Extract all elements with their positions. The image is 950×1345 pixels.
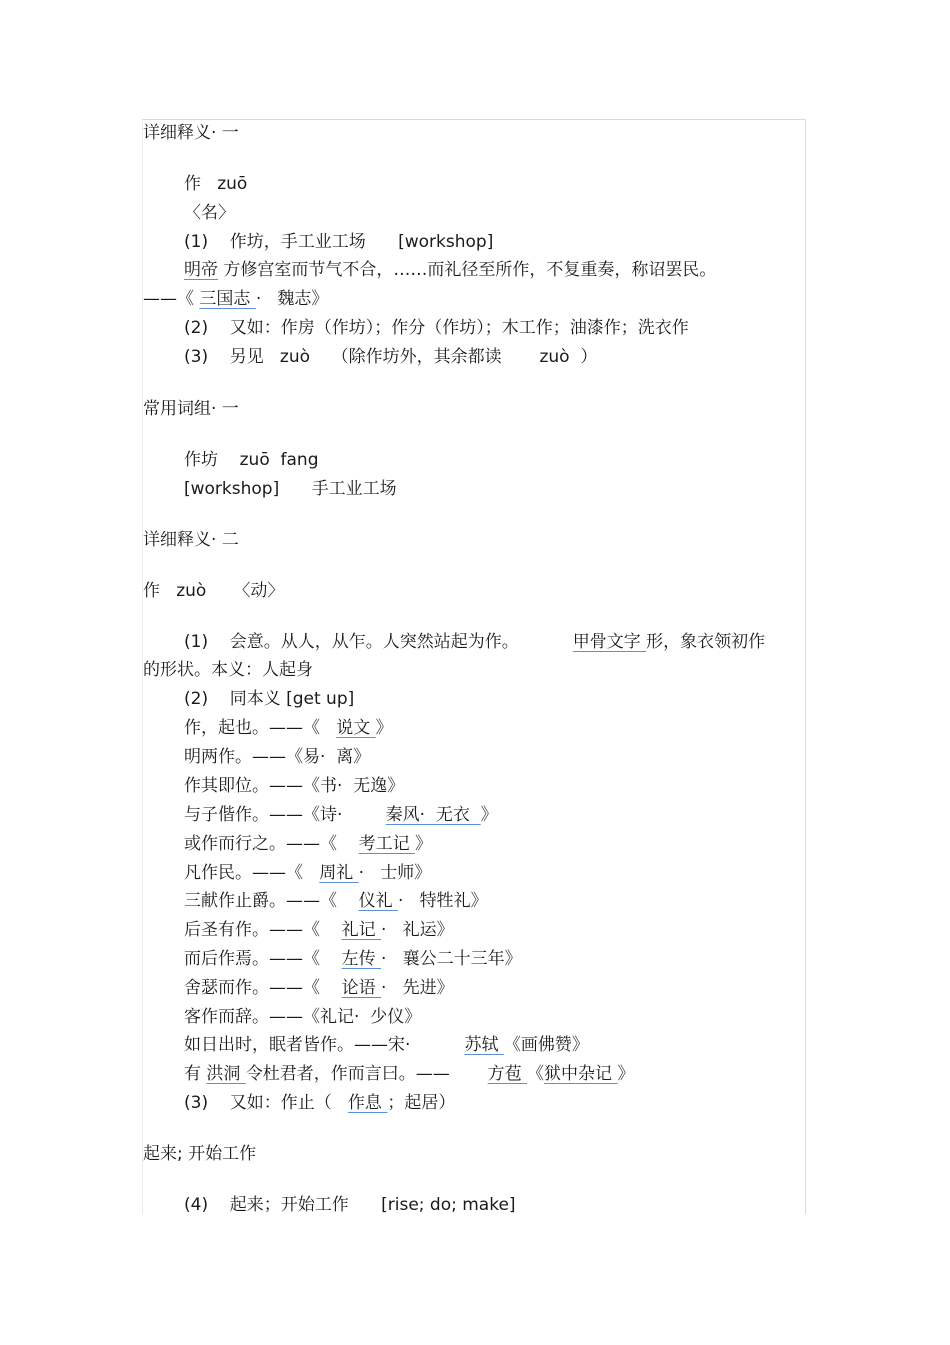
quote-text: · 礼运》 bbox=[381, 920, 454, 940]
entry-headword: 作 zuō bbox=[184, 174, 248, 194]
quote-line bbox=[184, 717, 393, 739]
phrase-definition: [workshop] 手工业工场 bbox=[184, 479, 397, 499]
quote-text: · 士师》 bbox=[358, 863, 432, 883]
link-zuoxi[interactable]: 作息 bbox=[347, 1093, 388, 1113]
link-mingdi[interactable]: 明帝 bbox=[184, 260, 218, 280]
quote-text: 凡作民。——《 bbox=[184, 863, 320, 883]
definition-line: (2) 又如：作房（作坊）；作分（作坊）；木工作；油漆作；洗衣作 bbox=[184, 318, 689, 338]
quote-line bbox=[184, 977, 454, 999]
quote-text: · 特牲礼》 bbox=[398, 891, 488, 911]
link-zuozhuan[interactable]: 左传 bbox=[341, 949, 382, 969]
quote-text: 《画佛赞》 bbox=[503, 1035, 589, 1055]
link-zhouli[interactable]: 周礼 bbox=[319, 863, 359, 883]
quote-line bbox=[184, 862, 431, 884]
definition-line: (4) 起来；开始工作 [rise; do; make] bbox=[184, 1195, 516, 1215]
quote-source bbox=[143, 288, 328, 310]
definition-line bbox=[184, 1092, 455, 1114]
quote-text: 后圣有作。——《 bbox=[184, 920, 342, 940]
quote-text: 与子偕作。——《诗· bbox=[184, 805, 386, 825]
quote-line bbox=[184, 1063, 634, 1085]
link-liji[interactable]: 礼记 bbox=[341, 920, 382, 940]
section-heading: 起来; 开始工作 bbox=[143, 1144, 257, 1164]
quote-text: 》 bbox=[480, 805, 498, 825]
link-yili[interactable]: 仪礼 bbox=[358, 891, 399, 911]
quote-text: · 先进》 bbox=[381, 978, 454, 998]
entry-headword: 作 zuò 〈动〉 bbox=[143, 581, 285, 601]
quote-line: 客作而辞。——《礼记· 少仪》 bbox=[184, 1007, 422, 1027]
quote-line: 作其即位。——《书· 无逸》 bbox=[184, 776, 405, 796]
definition-line: (2) 同本义 [get up] bbox=[184, 689, 355, 709]
link-lunyu[interactable]: 论语 bbox=[341, 978, 382, 998]
link-jiaguwenzi[interactable]: 甲骨文字 bbox=[572, 632, 647, 652]
quote-line bbox=[184, 804, 498, 826]
quote-text: 》 bbox=[617, 1064, 635, 1084]
section-heading: 常用词组· 一 bbox=[143, 399, 239, 419]
quote-text: 三献作止爵。——《 bbox=[184, 891, 359, 911]
definition-text: 形，象衣领初作 bbox=[646, 632, 766, 652]
definition-line bbox=[184, 631, 765, 653]
quote-text: · 襄公二十三年》 bbox=[381, 949, 522, 969]
quote-line bbox=[184, 1034, 589, 1056]
phrase-headword: 作坊 zuō fang bbox=[184, 450, 319, 470]
quote-line bbox=[184, 259, 716, 281]
quote-line: 明两作。——《易· 离》 bbox=[184, 747, 371, 767]
quote-text: 方修宫室而节气不合，……而礼径至所作，不复重奏，称诏罢民。 bbox=[218, 260, 717, 280]
section-heading: 详细释义· 一 bbox=[143, 123, 239, 143]
section-heading: 详细释义· 二 bbox=[143, 530, 239, 550]
quote-line bbox=[184, 890, 488, 912]
definition-text: (3) 又如：作止（ bbox=[184, 1093, 348, 1113]
quote-text: 舍瑟而作。——《 bbox=[184, 978, 342, 998]
definition-text: ；起居） bbox=[387, 1093, 456, 1113]
quote-text: 有 bbox=[184, 1064, 207, 1084]
quote-text: 《 bbox=[527, 1064, 545, 1084]
quote-text: 》 bbox=[375, 718, 393, 738]
link-kaogongji[interactable]: 考工记 bbox=[358, 834, 416, 854]
part-of-speech: 〈名〉 bbox=[184, 203, 235, 223]
quote-line bbox=[184, 919, 454, 941]
source-prefix: ——《 bbox=[143, 289, 200, 309]
quote-text: 》 bbox=[415, 834, 433, 854]
source-suffix: · 魏志》 bbox=[255, 289, 329, 309]
definition-line: (3) 另见 zuò （除作坊外，其余都读 zuò ） bbox=[184, 347, 598, 367]
quote-line bbox=[184, 833, 432, 855]
link-qinfeng-wuyi[interactable]: 秦风· 无衣 bbox=[385, 805, 481, 825]
quote-line bbox=[184, 948, 522, 970]
link-fangbao[interactable]: 方苞 bbox=[487, 1064, 528, 1084]
link-sanguozhi[interactable]: 三国志 bbox=[199, 289, 256, 309]
quote-text: 或作而行之。——《 bbox=[184, 834, 359, 854]
link-yuzhongzaji[interactable]: 狱中杂记 bbox=[544, 1064, 618, 1084]
link-sushi[interactable]: 苏轼 bbox=[464, 1035, 504, 1055]
quote-text: 作，起也。——《 bbox=[184, 718, 337, 738]
link-shuowen[interactable]: 说文 bbox=[336, 718, 376, 738]
quote-text: 而后作焉。——《 bbox=[184, 949, 342, 969]
definition-line: (1) 作坊，手工业工场 [workshop] bbox=[184, 232, 494, 252]
definition-text: (1) 会意。从人，从乍。人突然站起为作。 bbox=[184, 632, 573, 652]
quote-text: 令杜君者，作而言曰。—— bbox=[245, 1064, 488, 1084]
link-hongdong[interactable]: 洪洞 bbox=[206, 1064, 246, 1084]
quote-text: 如日出时，眠者皆作。——宋· bbox=[184, 1035, 465, 1055]
definition-continuation: 的形状。本义：人起身 bbox=[143, 660, 313, 680]
